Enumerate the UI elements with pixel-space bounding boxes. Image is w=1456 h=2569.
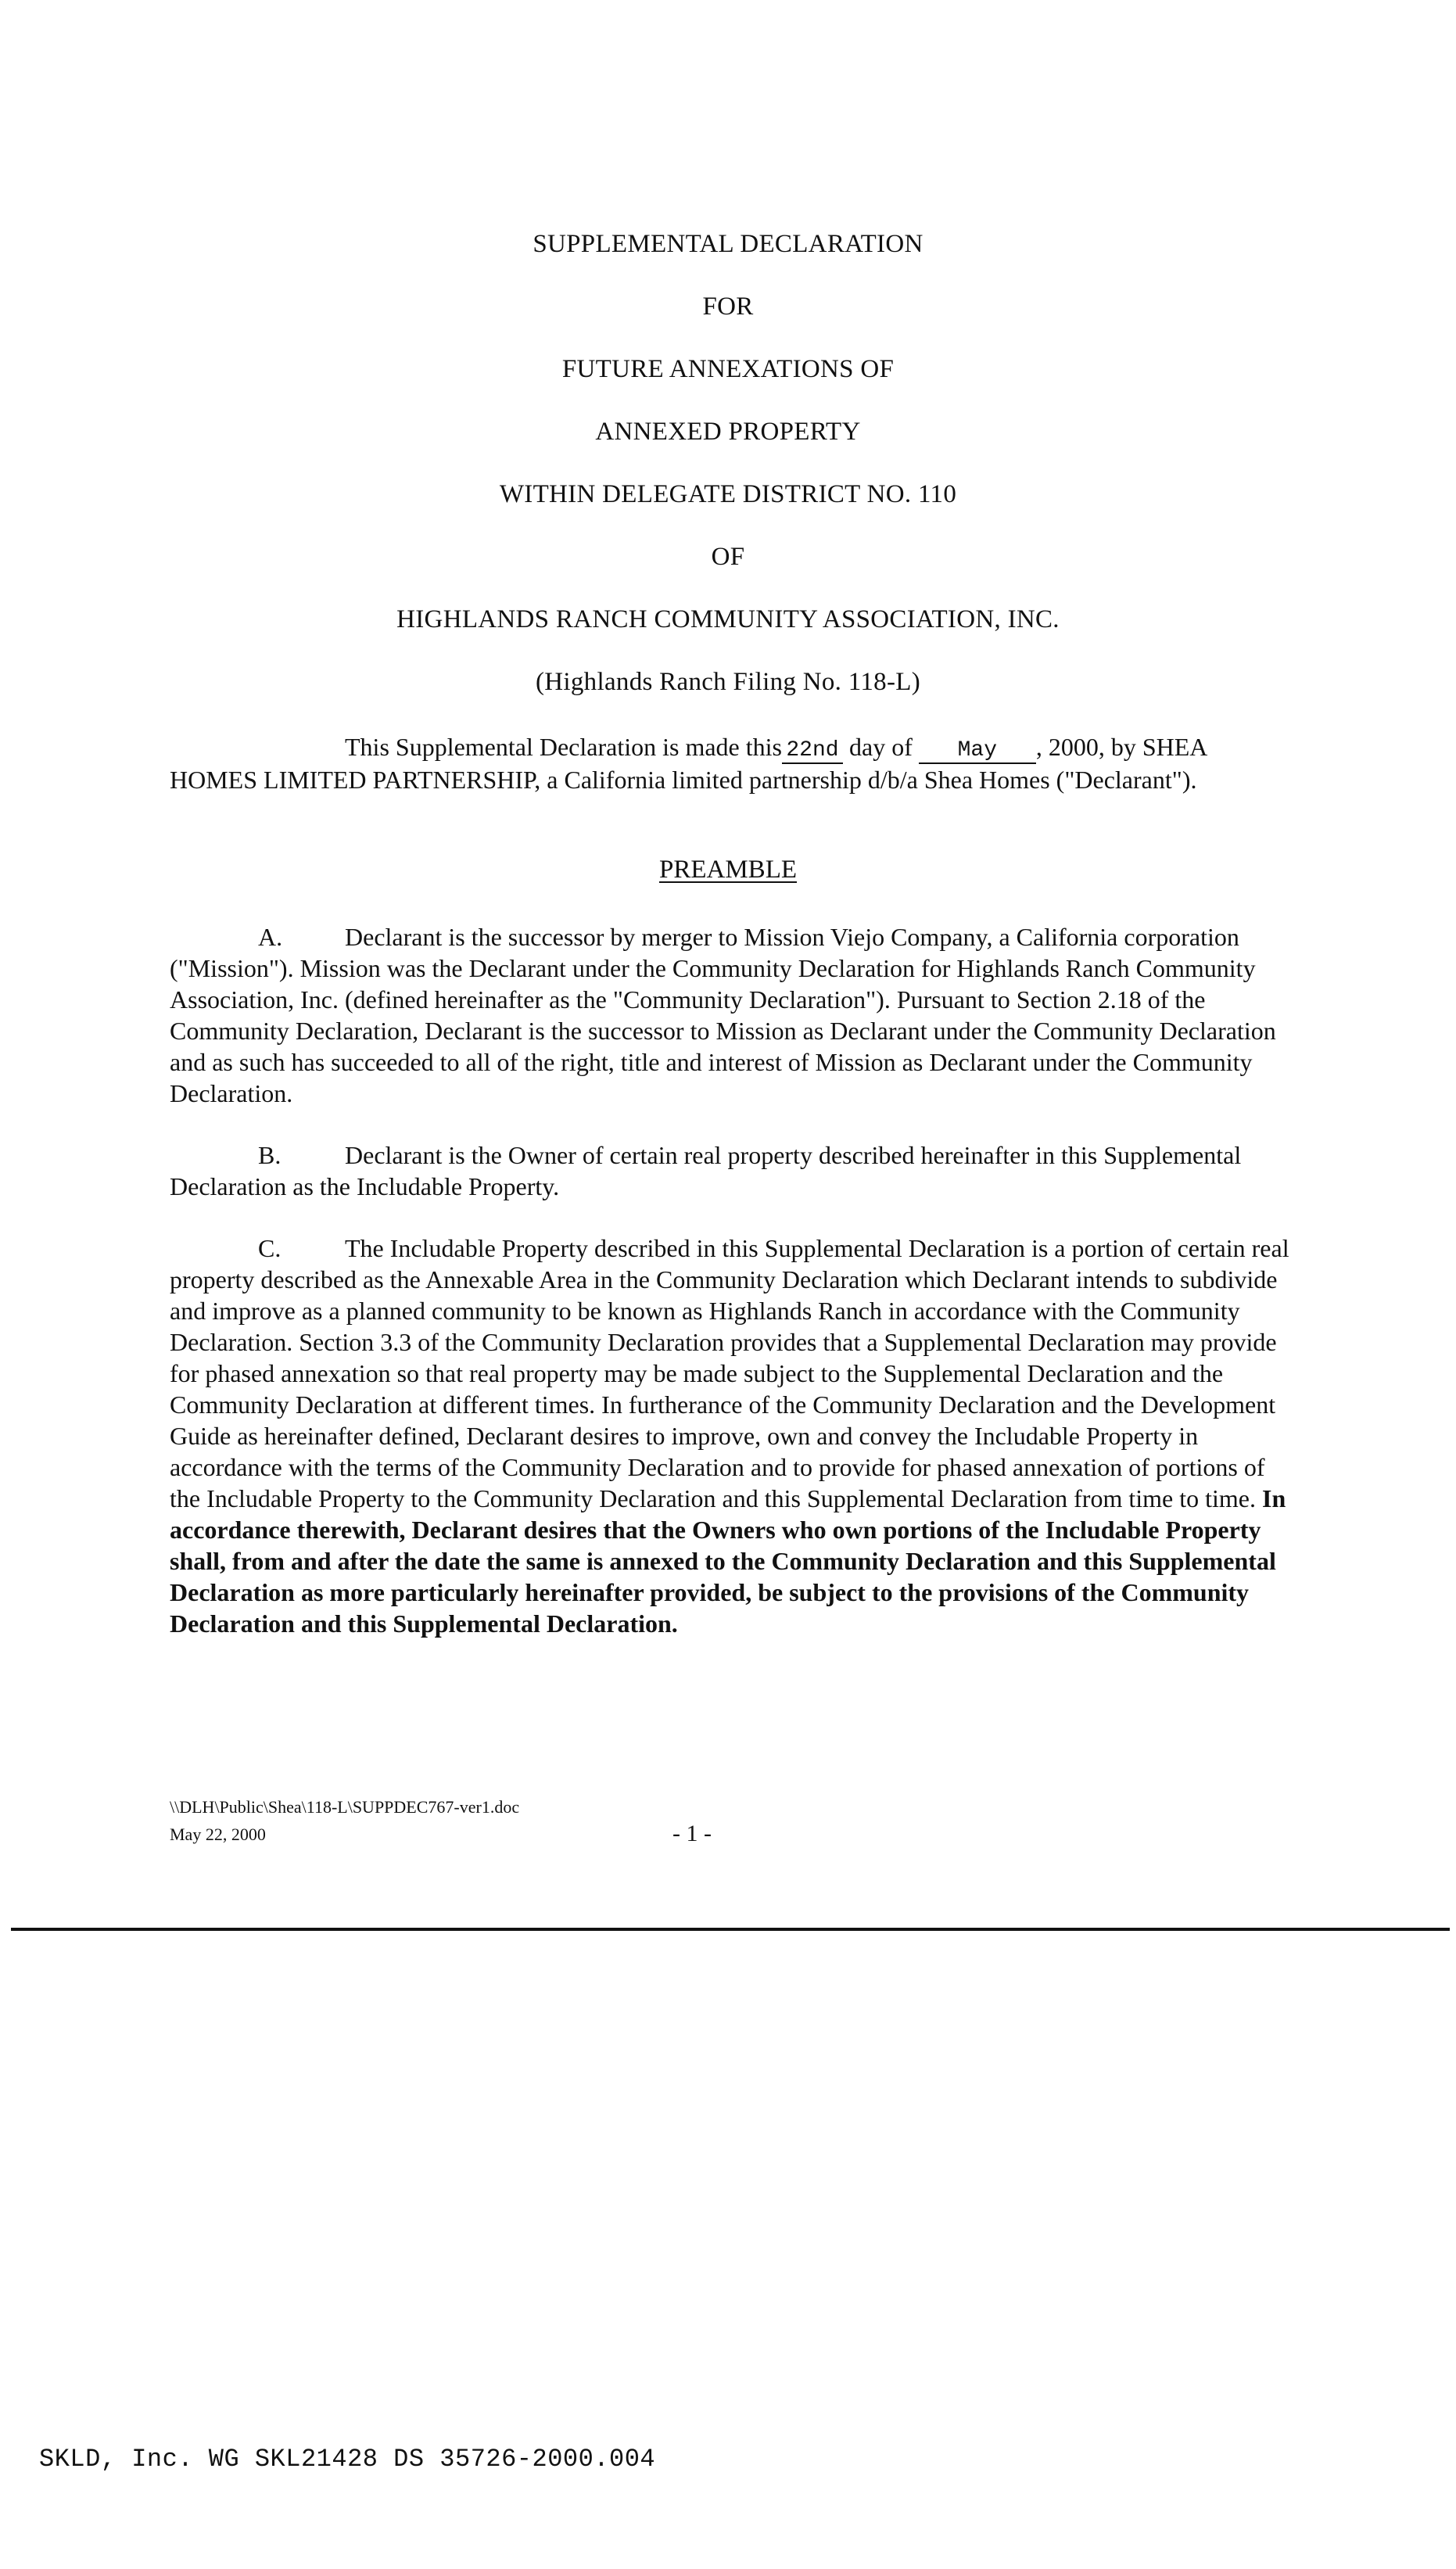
footer-file-path: \\DLH\Public\Shea\118-L\SUPPDEC767-ver1.doc bbox=[170, 1797, 520, 1817]
paragraph-label: C. bbox=[258, 1234, 282, 1262]
title-line: FOR bbox=[702, 292, 754, 321]
title-line: FUTURE ANNEXATIONS OF bbox=[561, 355, 895, 383]
title-line: WITHIN DELEGATE DISTRICT NO. 110 bbox=[499, 480, 957, 508]
title-line: ANNEXED PROPERTY bbox=[595, 418, 861, 446]
title-line: OF bbox=[711, 543, 745, 571]
intro-paragraph bbox=[170, 731, 1293, 795]
day-fill-in: 22nd bbox=[782, 739, 843, 764]
title-line: HIGHLANDS RANCH COMMUNITY ASSOCIATION, INC. bbox=[396, 605, 1060, 633]
paragraph-label: B. bbox=[258, 1141, 282, 1169]
paragraph-text: Declarant is the Owner of certain real property described hereinafter in this Supplemental Declaration as the Includable Property. bbox=[170, 1141, 1242, 1200]
paragraph-text: Declarant is the successor by merger to Mission Viejo Company, a California corporation ("Mission"). Mission was the Declarant under the Community Declaration for Highlands Ranch Community Association, Inc. (defined hereinafter as the "Community Declaration"). Pursuant to Section 2.18 of the Community Declaration, Declarant is the successor to Mission as Declarant under the Community Declaration and as such has succeeded to all of the right, title and interest of Mission as Declarant under the Community Declaration. bbox=[170, 923, 1276, 1107]
footer-date: May 22, 2000 bbox=[170, 1824, 266, 1844]
intro-text-start: This Supplemental Declaration is made this bbox=[345, 733, 782, 761]
preamble-heading-text: PREAMBLE bbox=[658, 856, 798, 884]
recording-stamp: SKLD, Inc. WG SKL21428 DS 35726-2000.004 bbox=[39, 2445, 656, 2474]
preamble-paragraph-b bbox=[170, 1139, 1293, 1202]
month-fill-in: May bbox=[919, 739, 1036, 764]
preamble-heading bbox=[0, 856, 1456, 884]
preamble-paragraph-c bbox=[170, 1232, 1293, 1639]
intro-text-middle: day of bbox=[842, 733, 919, 761]
paragraph-text: The Includable Property described in this Supplemental Declaration is a portion of certain real property described as the Annexable Area in the Community Declaration which Declarant intends to subdivide and improve as a planned community to be known as Highlands Ranch in accordance with the Community Declaration. Section 3.3 of the Community Declaration provides that a Supplemental Declaration may provide for phased annexation so that real property may be made subject to the Supplemental Declaration and the Community Declaration at different times. In furtherance of the Community Declaration and the Development Guide as hereinafter defined, Declarant desires to improve, own and convey the Includable Property in accordance with the terms of the Community Declaration and to provide for phased annexation of portions of the Includable Property to the Community Declaration and this Supplemental Declaration from time to time. bbox=[170, 1234, 1289, 1512]
preamble-paragraph-a bbox=[170, 921, 1293, 1109]
intro-text-end: , 2000, by SHEA HOMES LIMITED PARTNERSHIP, a California limited partnership d/b/a Shea Homes ("Declarant"). bbox=[170, 733, 1207, 794]
title-line: (Highlands Ranch Filing No. 118-L) bbox=[535, 668, 920, 696]
page-divider bbox=[11, 1928, 1450, 1931]
document-title-block bbox=[0, 227, 1456, 727]
page-number: - 1 - bbox=[672, 1821, 712, 1846]
paragraph-bold-text: In accordance therewith, Declarant desires that the Owners who own portions of the Includable Property shall, from and after the date the same is annexed to the Community Declaration and this Supplemental Declaration as more particularly hereinafter provided, be subject to the provisions of the Community Declaration and this Supplemental Declaration. bbox=[170, 1484, 1286, 1638]
paragraph-label: A. bbox=[258, 923, 283, 951]
title-line: SUPPLEMENTAL DECLARATION bbox=[533, 230, 923, 258]
